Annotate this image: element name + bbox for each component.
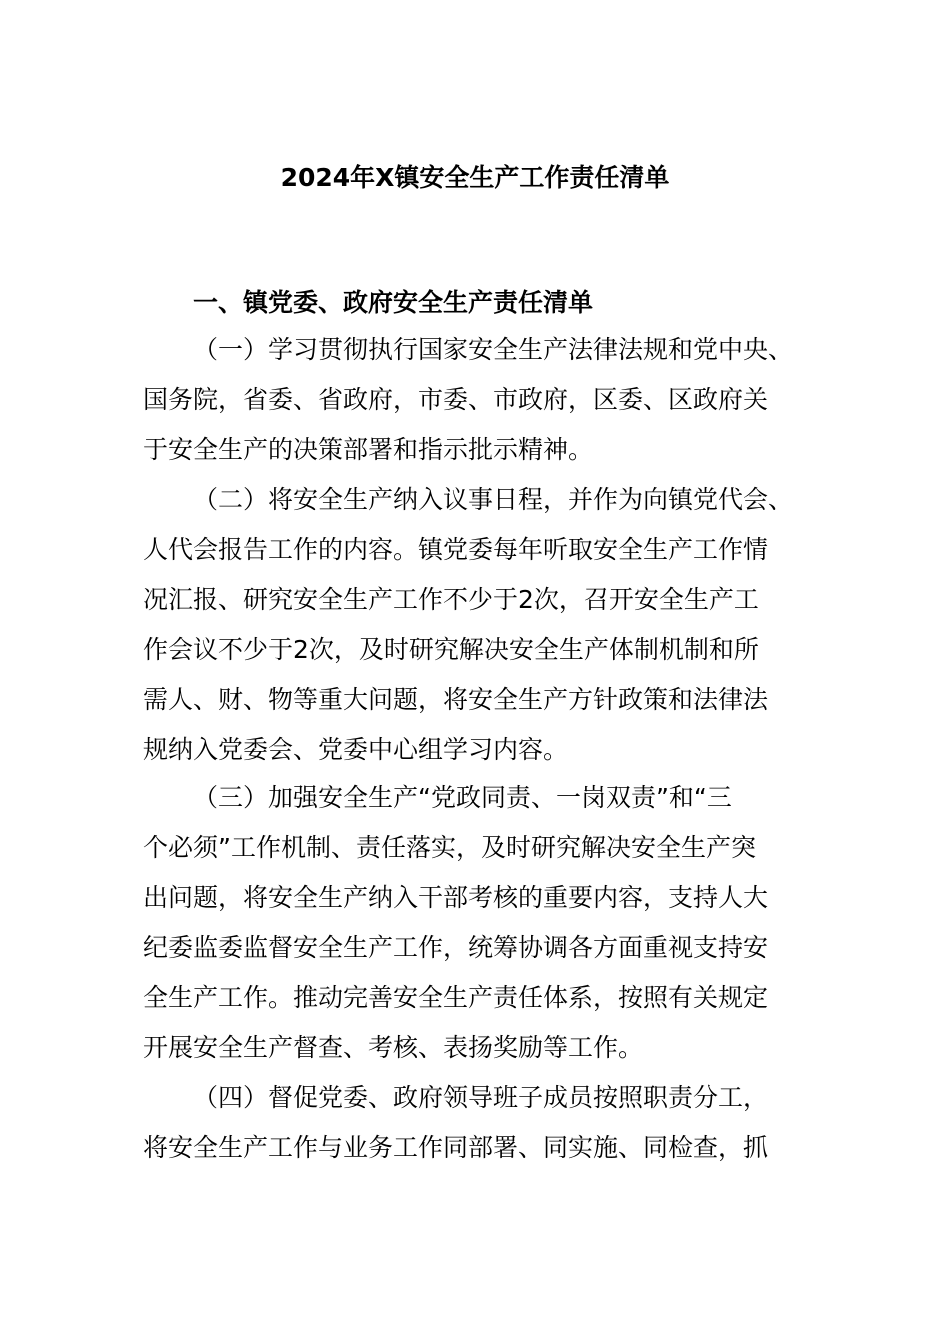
paragraph-line: 作会议不少于2次，及时研究解决安全生产体制机制和所 bbox=[143, 635, 759, 664]
paragraph-line: 况汇报、研究安全生产工作不少于2次，召开安全生产工 bbox=[143, 585, 759, 614]
paragraph-line: 出问题，将安全生产纳入干部考核的重要内容，支持人大 bbox=[143, 883, 769, 912]
paragraph-line: 将安全生产工作与业务工作同部署、同实施、同检查，抓 bbox=[143, 1133, 769, 1162]
paragraph-line: 国务院，省委、省政府，市委、市政府，区委、区政府关 bbox=[143, 385, 769, 414]
paragraph-line: 全生产工作。推动完善安全生产责任体系，按照有关规定 bbox=[143, 983, 769, 1012]
paragraph-line: （二）将安全生产纳入议事日程，并作为向镇党代会、 bbox=[193, 485, 794, 514]
document-title: 2024年X镇安全生产工作责任清单 bbox=[280, 163, 670, 192]
paragraph-line: （一）学习贯彻执行国家安全生产法律法规和党中央、 bbox=[193, 335, 794, 364]
paragraph-line: （三）加强安全生产“党政同责、一岗双责”和“三 bbox=[193, 783, 732, 812]
paragraph-line: 纪委监委监督安全生产工作，统筹协调各方面重视支持安 bbox=[143, 933, 769, 962]
paragraph-line: （四）督促党委、政府领导班子成员按照职责分工， bbox=[193, 1083, 769, 1112]
paragraph-line: 开展安全生产督查、考核、表扬奖励等工作。 bbox=[143, 1033, 644, 1062]
paragraph-line: 需人、财、物等重大问题，将安全生产方针政策和法律法 bbox=[143, 685, 769, 714]
section-heading: 一、镇党委、政府安全生产责任清单 bbox=[193, 288, 594, 317]
paragraph-line: 于安全生产的决策部署和指示批示精神。 bbox=[143, 435, 594, 464]
paragraph-line: 规纳入党委会、党委中心组学习内容。 bbox=[143, 735, 569, 764]
paragraph-line: 个必须”工作机制、责任落实，及时研究解决安全生产突 bbox=[143, 833, 756, 862]
paragraph-line: 人代会报告工作的内容。镇党委每年听取安全生产工作情 bbox=[143, 535, 769, 564]
